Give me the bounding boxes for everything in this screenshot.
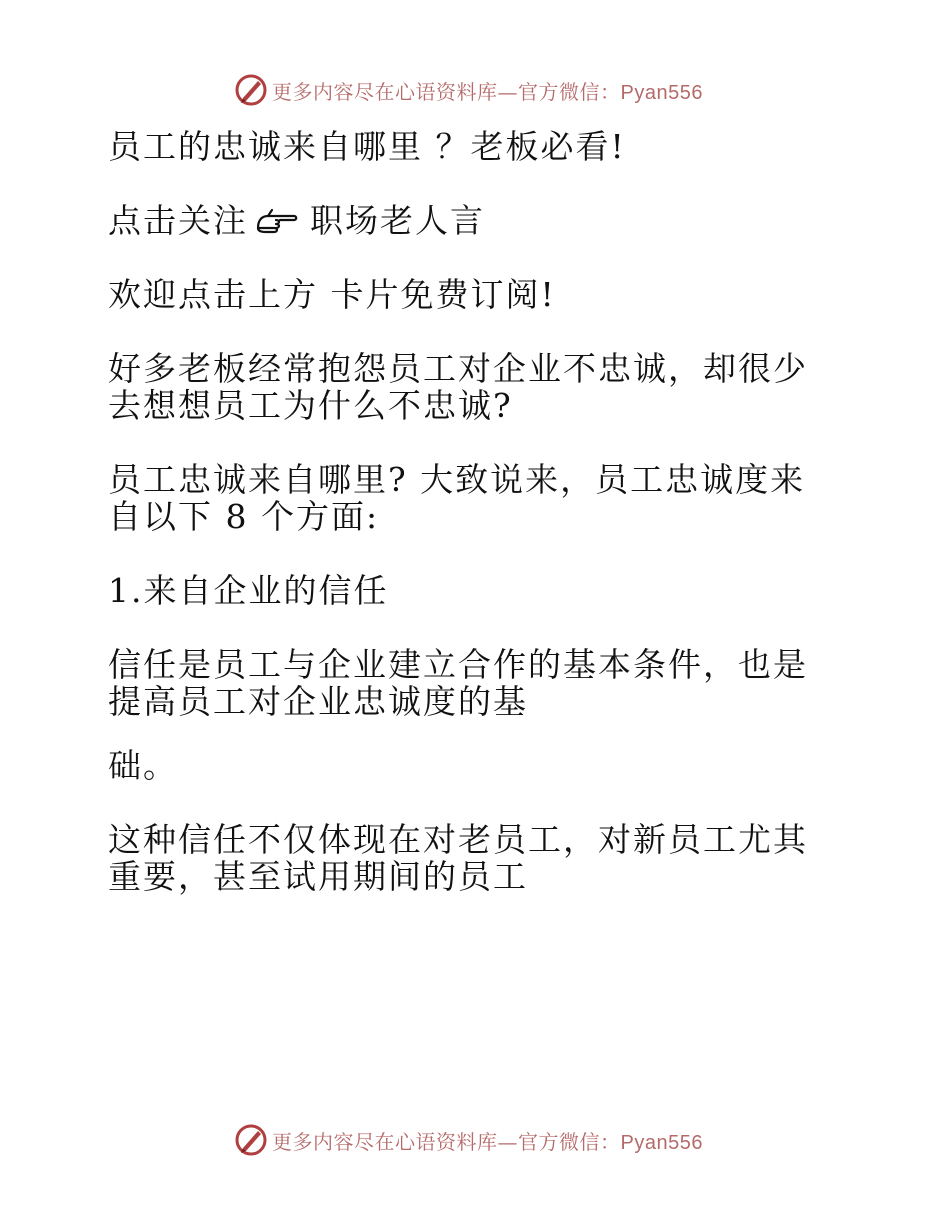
paragraph-4: 这种信任不仅体现在对老员工，对新员工尤其重要，甚至试用期间的员工 <box>108 820 808 896</box>
wechat-id: Pyan556 <box>620 1131 703 1154</box>
paragraph-1: 好多老板经常抱怨员工对企业不忠诚，却很少去想想员工为什么不忠诚? <box>108 349 808 425</box>
paragraph-3: 信任是员工与企业建立合作的基本条件，也是提高员工对企业忠诚度的基 <box>108 645 808 721</box>
watermark-text: 更多内容尽在心语资料库—官方微信：Pyan556 <box>272 1129 703 1154</box>
paragraph-2: 员工忠诚来自哪里? 大致说来，员工忠诚度来自以下 8 个方面: <box>108 460 806 536</box>
follow-target: 职场老人言 <box>310 201 485 240</box>
pen-logo-icon <box>234 1123 268 1157</box>
paragraph-3-continued: 础。 <box>108 746 178 785</box>
welcome-line: 欢迎点击上方 卡片免费订阅! <box>108 275 556 314</box>
section-heading-1: 1.来自企业的信任 <box>108 571 389 610</box>
wechat-id: Pyan556 <box>620 81 703 104</box>
watermark-header <box>234 72 714 108</box>
watermark-footer <box>234 1122 714 1158</box>
follow-prefix: 点击关注 <box>108 201 248 240</box>
pen-logo-icon <box>234 73 268 107</box>
pointing-hand-icon <box>254 206 300 236</box>
document-body <box>98 128 838 932</box>
follow-line <box>98 202 838 239</box>
document-title: 员工的忠诚来自哪里 ？老板必看! <box>108 127 626 166</box>
watermark-text: 更多内容尽在心语资料库—官方微信：Pyan556 <box>272 79 703 104</box>
